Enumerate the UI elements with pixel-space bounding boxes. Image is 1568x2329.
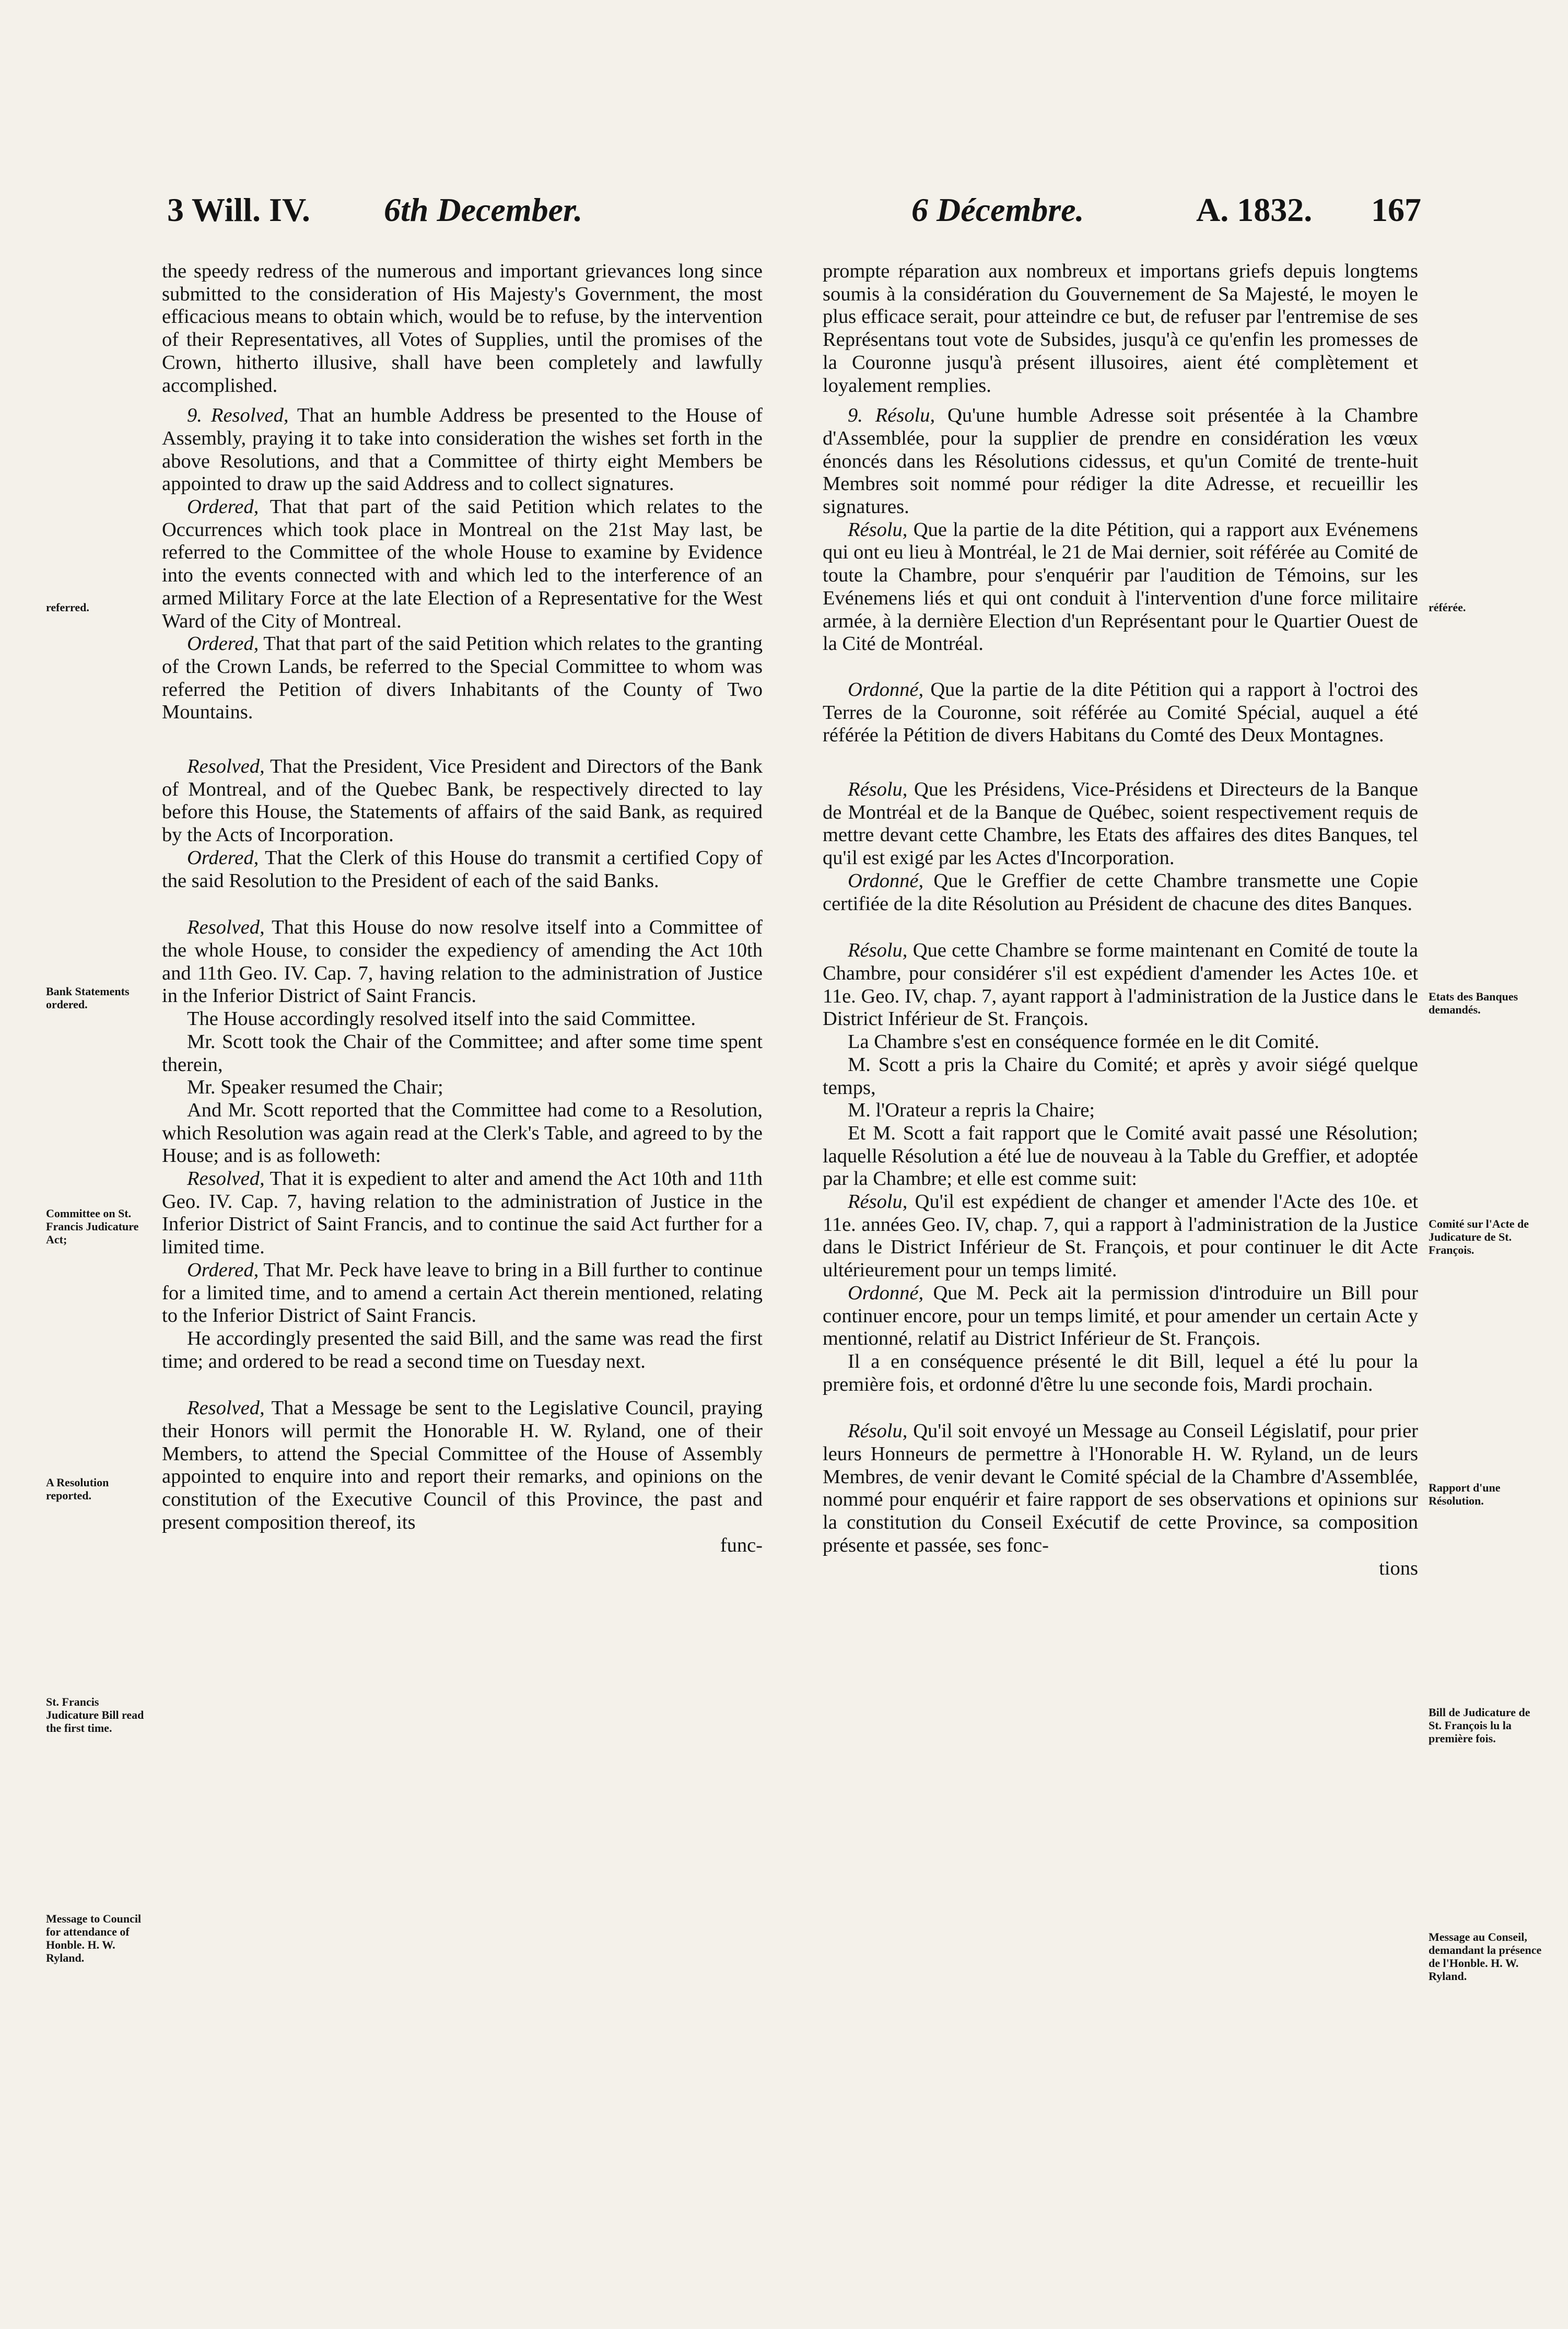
- paragraph: And Mr. Scott reported that the Committee had come to a Resolution, which Resolution was again read at the Clerk's Table, and agreed to by the House; and is as followeth:: [162, 1099, 763, 1167]
- paragraph: Ordonné, Que M. Peck ait la permission d'introduire un Bill pour continuer encore, pour un temps limité, et pour amender un certain Acte y mentionné, relatif au District Inférieur de St. François.: [823, 1282, 1418, 1350]
- paragraph: Ordonné, Que le Greffier de cette Chambre transmette une Copie certifiée de la dite Résolution au Président de chacune des dites Banques.: [823, 869, 1419, 915]
- paragraph: Mr. Speaker resumed the Chair;: [187, 1076, 443, 1099]
- date-english: 6th December.: [384, 191, 583, 228]
- paragraph: 9. Resolved, That an humble Address be presented to the House of Assembly, praying it to take into consideration the wishes set forth in the above Resolutions, and that a Committee of thirty eight Members be appointed to draw up the said Address and to collect signatures.: [162, 404, 763, 495]
- page-header: [0, 191, 1568, 238]
- margin-note: referred.: [46, 601, 89, 614]
- paragraph: Résolu, Que les Présidens, Vice-Présidens et Directeurs de la Banque de Montréal et de la Banque de Québec, soient respectivement requis de mettre devant cette Chambre, les Etats des affaires des dites Banques, tel qu'il est exigé par les Actes d'Incorporation.: [823, 778, 1419, 869]
- paragraph: Resolved, That a Message be sent to the Legislative Council, praying their Honors will permit the Honorable H. W. Ryland, one of their Members, to attend the Special Committee of the House of Assembly appointed to enquire into and report their remarks, and opinions on the constitution of the Executive Council of this Province, the past and present composition thereof, its: [162, 1397, 763, 1533]
- margin-note: Bill de Judicature de St. François lu la première fois.: [1429, 1706, 1530, 1745]
- margin-note: A Resolution reported.: [46, 1476, 109, 1502]
- paragraph: He accordingly presented the said Bill, and the same was read the first time; and ordered to be read a second time on Tuesday next.: [162, 1327, 763, 1372]
- paragraph: Résolu, Qu'il est expédient de changer et amender l'Acte des 10e. et 11e. années Geo. IV, chap. 7, qui a rapport à l'administration de la Justice dans le District Inférieur de St. François, et pour continuer le dit Acte ultérieurement pour un temps limité.: [823, 1191, 1418, 1282]
- paragraph: Mr. Scott took the Chair of the Committee; and after some time spent therein,: [162, 1030, 763, 1076]
- catchword: func-: [720, 1534, 763, 1556]
- margin-note: Message au Conseil, demandant la présence de l'Honble. H. W. Ryland.: [1429, 1930, 1542, 1983]
- french-column: [823, 260, 1418, 1580]
- regnal-year: 3 Will. IV.: [167, 191, 310, 228]
- margin-note: Comité sur l'Acte de Judicature de St. François.: [1429, 1217, 1529, 1256]
- margin-note: référée.: [1429, 601, 1466, 614]
- paragraph: 9. Résolu, Qu'une humble Adresse soit présentée à la Chambre d'Assemblée, pour la supplier de prendre en considération les vœux énoncés dans les Résolutions cidessus, et qu'un Comité de trente-huit Membres soit nommé pour rédiger la dite Adresse, et recueillir les signatures.: [823, 404, 1418, 518]
- paragraph: Et M. Scott a fait rapport que le Comité avait passé une Résolution; laquelle Résolution a été lue de nouveau à la Table du Greffier, et adoptée par la Chambre; et elle est comme suit:: [823, 1122, 1418, 1190]
- page-number: 167: [1371, 191, 1421, 228]
- margin-note: Rapport d'une Résolution.: [1429, 1481, 1501, 1507]
- paragraph: Resolved, That it is expedient to alter and amend the Act 10th and 11th Geo. IV. Cap. 7, having relation to the administration of Justice in the Inferior District of Saint Francis, and to continue the said Act further for a limited time.: [162, 1168, 763, 1259]
- paragraph: Il a en conséquence présenté le dit Bill, lequel a été lu pour la première fois, et ordonné d'être lu une seconde fois, Mardi prochain.: [823, 1350, 1418, 1395]
- paragraph: Ordered, That that part of the said Petition which relates to the granting of the Crown Lands, be referred to the Special Committee to whom was referred the Petition of divers Inhabitants of the County of Two Mountains.: [162, 633, 763, 724]
- year: A. 1832.: [1196, 191, 1313, 228]
- paragraph: La Chambre s'est en conséquence formée en le dit Comité.: [848, 1031, 1319, 1053]
- catchword: tions: [1379, 1557, 1418, 1579]
- margin-note: St. Francis Judicature Bill read the first time.: [46, 1695, 144, 1734]
- paragraph: M. l'Orateur a repris la Chaire;: [848, 1099, 1095, 1122]
- paragraph: Résolu, Que cette Chambre se forme maintenant en Comité de toute la Chambre, pour considérer s'il est expédient d'amender les Actes 10e. et 11e. Geo. IV, chap. 7, ayant rapport à l'administration de la Justice dans le District Inférieur de St. François.: [823, 939, 1419, 1030]
- paragraph: Ordonné, Que la partie de la dite Pétition qui a rapport à l'octroi des Terres de la Couronne, soit référée au Comité Spécial, auquel a été référée la Pétition de divers Habitans du Comté des Deux Montagnes.: [823, 678, 1418, 747]
- margin-note: Etats des Banques demandés.: [1429, 990, 1518, 1016]
- paragraph: the speedy redress of the numerous and important grievances long since submitted to the consideration of His Majesty's Government, the most efficacious means to obtain which, would be to refuse, by the intervention of their Representatives, all Votes of Supplies, until the promises of the Crown, hitherto illusive, shall have been completely and lawfully accomplished.: [162, 260, 763, 397]
- margin-note: Committee on St. Francis Judicature Act;: [46, 1207, 139, 1246]
- paragraph: Ordered, That Mr. Peck have leave to bring in a Bill further to continue for a limited time, and to amend a certain Act therein mentioned, relating to the Inferior District of Saint Francis.: [162, 1259, 763, 1327]
- paragraph: Ordered, That the Clerk of this House do transmit a certified Copy of the said Resolution to the President of each of the said Banks.: [162, 846, 763, 892]
- english-column: [162, 260, 763, 1557]
- paragraph: prompte réparation aux nombreux et importans griefs depuis longtems soumis à la considération du Gouvernement de Sa Majesté, le moyen le plus efficace serait, pour atteindre ce but, de refuser par l'entremise de ses Représentans tout vote de Subsides, jusqu'à ce qu'enfin les promesses de la Couronne jusqu'à présent illusoires, aient été complètement et loyalement remplies.: [823, 260, 1418, 397]
- paragraph: Resolved, That this House do now resolve itself into a Committee of the whole House, to consider the expediency of amending the Act 10th and 11th Geo. IV. Cap. 7, having relation to the administration of Justice in the Inferior District of Saint Francis.: [162, 916, 763, 1007]
- paragraph: Résolu, Qu'il soit envoyé un Message au Conseil Législatif, pour prier leurs Honneurs de permettre à l'Honorable H. W. Ryland, un de leurs Membres, de venir devant le Comité spécial de la Chambre d'Assemblée, nommé pour enquérir et faire rapport de ses observations et opinions sur la constitution du Conseil Exécutif de cette Province, sa composition présente et passée, ses fonc-: [823, 1420, 1418, 1556]
- paragraph: Resolved, That the President, Vice President and Directors of the Bank of Montreal, and of the Quebec Bank, be respectively directed to lay before this House, the Statements of affairs of the said Bank, as required by the Acts of Incorporation.: [162, 755, 763, 846]
- paragraph: Résolu, Que la partie de la dite Pétition, qui a rapport aux Evénemens qui ont eu lieu à Montréal, le 21 de Mai dernier, soit référée au Comité de toute la Chambre, pour s'enquérir par l'audition de Témoins, sur les Evénemens liés et qui ont conduit à l'intervention d'une force militaire armée, à la dernière Election d'un Représentant pour le Quartier Ouest de la Cité de Montréal.: [823, 518, 1419, 655]
- margin-note: Bank Statements ordered.: [46, 985, 130, 1011]
- paragraph: M. Scott a pris la Chaire du Comité; et après y avoir siégé quelque temps,: [823, 1053, 1418, 1099]
- paragraph: Ordered, That that part of the said Petition which relates to the Occurrences which took place in Montreal on the 21st May last, be referred to the Committee of the whole House to examine by Evidence into the events connected with and which led to the interference of an armed Military Force at the late Election of a Representative for the West Ward of the City of Montreal.: [162, 496, 763, 632]
- date-french: 6 Décembre.: [911, 191, 1084, 228]
- margin-note: Message to Council for attendance of Honble. H. W. Ryland.: [46, 1912, 142, 1964]
- paragraph: The House accordingly resolved itself into the said Committee.: [187, 1008, 696, 1030]
